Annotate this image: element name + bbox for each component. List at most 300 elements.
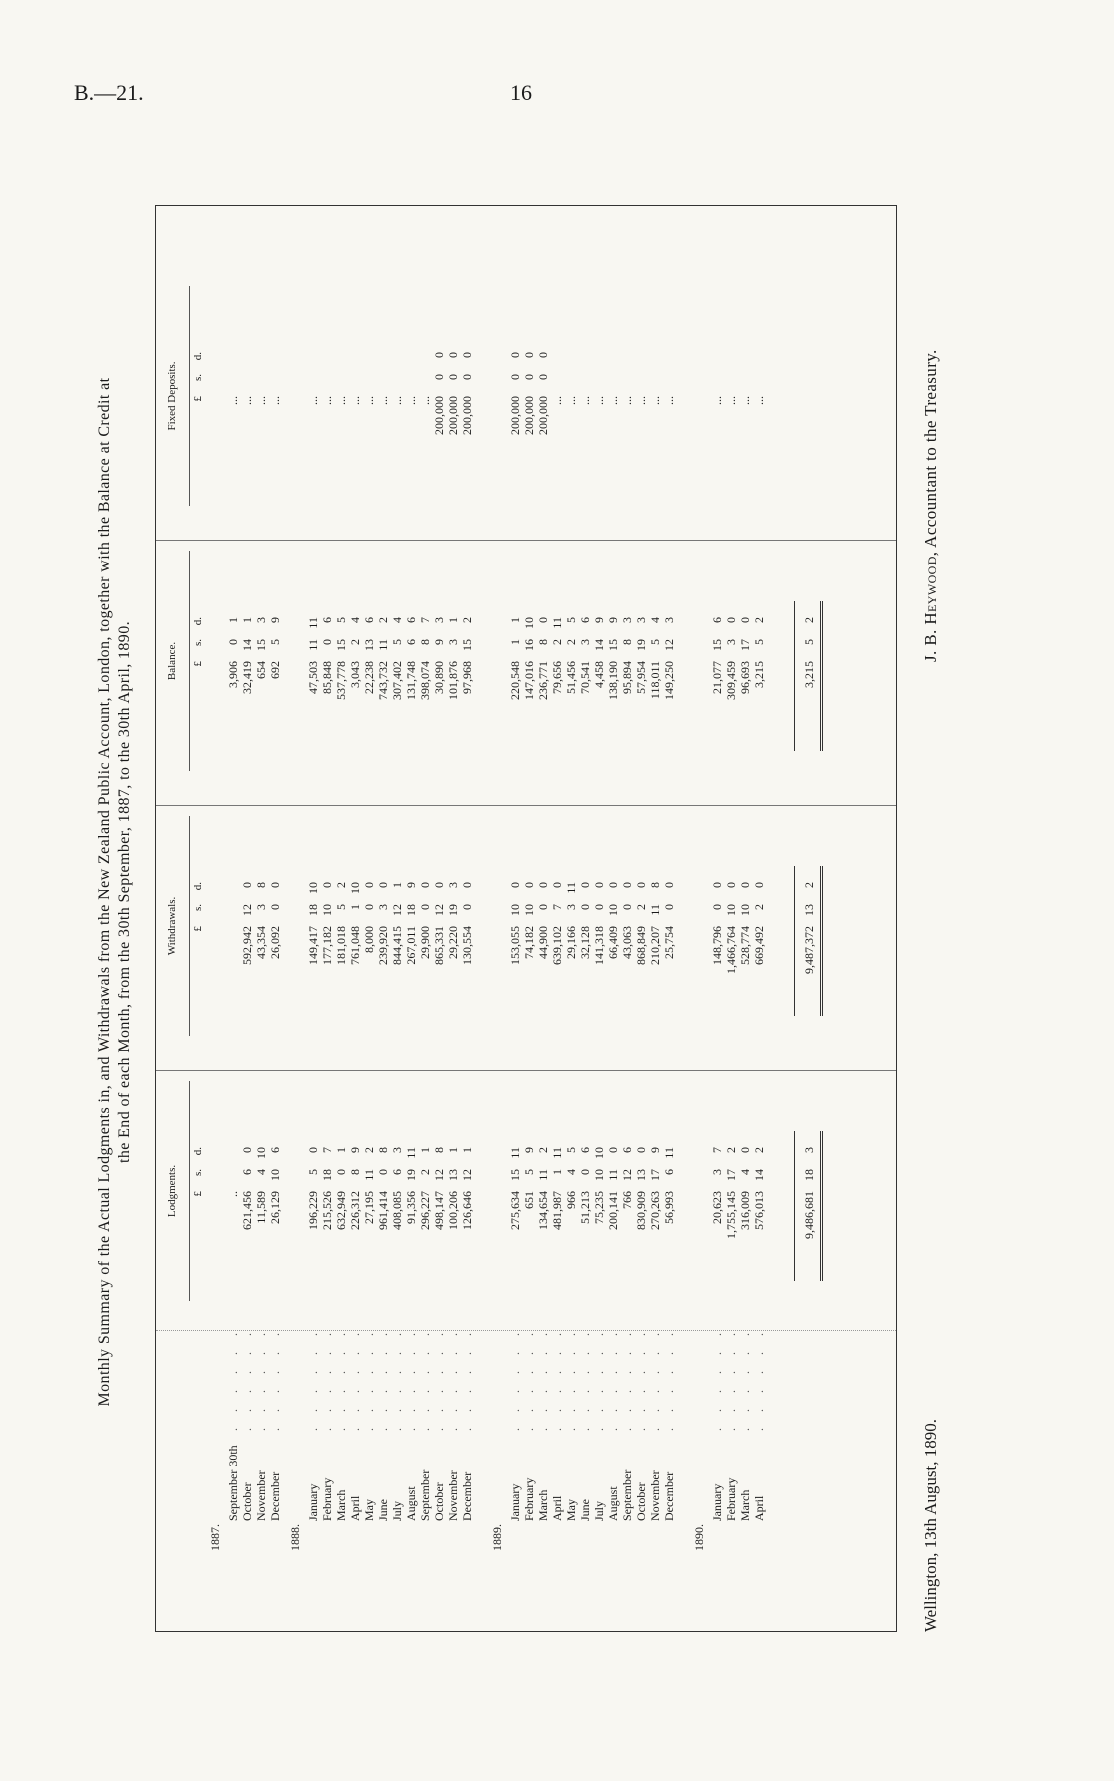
lodgment-amount [446,1147,460,1261]
leader-dots: ...... [348,1317,362,1431]
month-label: September 30th [226,1445,240,1521]
balance-amount-pounds: 70,541 [578,661,592,694]
total-lodgments-pence: 3 [802,1147,816,1153]
balance-amount-shillings: 15 [334,639,348,651]
fixed-deposit-amount [460,352,474,466]
withdrawal-amount [710,882,724,996]
withdrawal-amount [348,882,362,996]
unit-pounds: £ [192,396,204,402]
lodgment-amount-shillings: 2 [418,1169,432,1175]
lodgment-amount [306,1147,320,1261]
balance-amount-pounds: 309,459 [724,661,738,700]
lodgment-amount [710,1147,724,1261]
fixed-deposit-amount-pence: 0 [446,352,460,358]
leader-dots: ...... [536,1317,550,1431]
fixed-deposit-amount-pounds: 200,000 [432,396,446,435]
table-row [752,206,766,1631]
unit-pence: d. [192,882,204,891]
month-label: November [254,1470,268,1521]
fixed-deposit-amount [362,352,376,466]
balance-amount [578,617,592,731]
fixed-deposit-amount [348,352,362,466]
fixed-deposit-amount [376,352,390,466]
withdrawal-amount [536,882,550,996]
withdrawal-amount-pence: 0 [508,882,522,888]
table-row [432,206,446,1631]
table-row [268,206,282,1631]
lodgment-amount-shillings: 8 [348,1169,362,1175]
lodgment-amount-pence: 1 [460,1147,474,1153]
lodgment-amount-shillings: 19 [404,1169,418,1181]
fixed-deposit-amount [592,352,606,466]
lodgment-amount-pounds: 26,129 [268,1191,282,1224]
lodgment-amount-pence: 0 [606,1147,620,1153]
lodgment-amount-pounds: 296,227 [418,1191,432,1230]
lodgment-amount-pence: 0 [240,1147,254,1153]
balance-amount-shillings: 15 [254,639,268,651]
withdrawal-amount-pounds: 43,354 [254,926,268,959]
total-lodgments [802,1147,816,1261]
lodgment-amount [592,1147,606,1261]
balance-amount-shillings: 5 [268,639,282,645]
total-double-rule [820,1131,823,1281]
balance-amount-shillings: 12 [662,639,676,651]
balance-amount-pence: 5 [334,617,348,623]
withdrawal-amount-pounds: 210,207 [648,926,662,965]
balance-amount-pence: 0 [724,617,738,623]
lodgment-amount-pence: 11 [662,1147,676,1159]
balance-amount-shillings: 3 [724,639,738,645]
lodgment-amount-pounds: 200,141 [606,1191,620,1230]
fixed-deposit-amount-pounds: 200,000 [460,396,474,435]
withdrawal-amount-pence: 10 [306,882,320,894]
withdrawal-amount-pounds: 153,055 [508,926,522,965]
balance-amount-pounds: 692 [268,661,282,679]
leader-dots: ...... [460,1317,474,1431]
month-label: July [390,1500,404,1521]
withdrawal-amount [578,882,592,996]
balance-amount-shillings: 5 [752,639,766,645]
lodgment-amount [334,1147,348,1261]
withdrawal-amount [460,882,474,996]
table-row [710,206,724,1631]
withdrawal-amount-pence: 0 [550,882,564,888]
fixed-deposit-amount [320,352,334,466]
balance-amount-shillings: 16 [522,639,536,651]
withdrawal-amount-shillings: 0 [592,904,606,910]
year-heading: 1887. [208,1524,222,1551]
withdrawal-amount [634,882,648,996]
lodgment-amount-pence: 0 [306,1147,320,1153]
withdrawal-amount-shillings: 10 [522,904,536,916]
withdrawal-amount-pence: 10 [348,882,362,894]
total-withdrawals-pounds: 9,487,372 [802,926,816,974]
withdrawal-amount [592,882,606,996]
lodgment-amount-shillings: 12 [620,1169,634,1181]
unit-pence: d. [192,1147,204,1156]
withdrawal-amount-pence: 0 [752,882,766,888]
balance-amount-pounds: 4,458 [592,661,606,688]
balance-amount-pence: 3 [620,617,634,623]
lodgment-amount-pounds: 91,356 [404,1191,418,1224]
fixed-deposit-amount-pounds: ... [418,396,432,405]
unit-shillings: s. [192,374,204,382]
leader-dots: ...... [522,1317,536,1431]
lodgment-amount-pence: 9 [522,1147,536,1153]
balance-amount-pounds: 220,548 [508,661,522,700]
month-label: December [460,1471,474,1521]
month-label: October [634,1482,648,1521]
leader-dots: ...... [306,1317,320,1431]
units-with [192,882,204,996]
signature-line [921,349,941,662]
withdrawal-amount [240,882,254,996]
lodgment-amount-pence: 11 [550,1147,564,1159]
withdrawal-amount-pence: 0 [738,882,752,888]
balance-amount [648,617,662,731]
lodgment-amount [620,1147,634,1261]
title-line-1 [95,122,115,1662]
fixed-deposit-amount [578,352,592,466]
month-label: January [710,1483,724,1521]
balance-amount-pence: 3 [662,617,676,623]
withdrawal-amount-pence: 2 [334,882,348,888]
month-label: March [536,1489,550,1521]
balance-amount [226,617,240,731]
withdrawal-amount-pence: 11 [564,882,578,894]
lodgment-amount-pence: 11 [404,1147,418,1159]
leader-dots: ...... [606,1317,620,1431]
table-row [306,206,320,1631]
table-row [550,206,564,1631]
lodgment-amount-pounds: 51,213 [578,1191,592,1224]
balance-amount-pence: 3 [634,617,648,623]
fixed-deposit-amount-pounds: ... [226,396,240,405]
lodgment-amount-shillings: 18 [320,1169,334,1181]
lodgment-amount-shillings: 14 [752,1169,766,1181]
withdrawal-amount-pence: 0 [606,882,620,888]
withdrawal-amount-pence: 0 [522,882,536,888]
fixed-deposit-amount-pounds: ... [348,396,362,405]
balance-amount-pounds: 398,074 [418,661,432,700]
withdrawal-amount-pounds: 177,182 [320,926,334,965]
signature-initial: J. B. H [921,611,940,662]
title-line-1-text: Monthly Summary of the Actual Lodgments in, and Withdrawals from the New Zealand Public Account, London, together with the Balance at Credit at [96,377,113,1407]
lodgment-amount-pounds: 270,263 [648,1191,662,1230]
lodgment-amount-pounds: 75,235 [592,1191,606,1224]
leader-dots: ...... [738,1317,752,1431]
balance-amount-shillings: 2 [348,639,362,645]
balance-amount-shillings: 0 [320,639,334,645]
fixed-deposit-amount [662,352,676,466]
table-row [348,206,362,1631]
withdrawal-amount-shillings: 0 [536,904,550,910]
withdrawal-amount-pounds: 1,466,764 [724,926,738,974]
balance-amount-shillings: 6 [404,639,418,645]
balance-amount-pounds: 47,503 [306,661,320,694]
balance-amount [446,617,460,731]
unit-shillings: s. [192,1169,204,1177]
lodgment-amount [522,1147,536,1261]
year-heading: 1888. [288,1524,302,1551]
header-balance: Balance. [166,641,178,681]
balance-amount-pence: 4 [648,617,662,623]
year-heading: 1890. [692,1524,706,1551]
balance-amount [550,617,564,731]
fixed-deposit-amount-pounds: ... [634,396,648,405]
total-double-rule [820,866,823,1016]
balance-amount-pence: 9 [268,617,282,623]
leader-dots: ...... [752,1317,766,1431]
balance-amount [306,617,320,731]
balance-amount [240,617,254,731]
unit-shillings: s. [192,639,204,647]
header-rule [189,551,190,771]
lodgment-amount-shillings: 12 [432,1169,446,1181]
lodgment-amount-shillings: 13 [446,1169,460,1181]
lodgment-amount-pounds: 126,646 [460,1191,474,1230]
withdrawal-amount [752,882,766,996]
withdrawal-amount-shillings: 0 [710,904,724,910]
balance-amount-shillings: 0 [226,639,240,645]
balance-amount-pounds: 96,693 [738,661,752,694]
fixed-deposit-amount [620,352,634,466]
lodgment-amount-shillings: 0 [376,1169,390,1175]
lodgment-amount-pence: 1 [418,1147,432,1153]
fixed-deposit-amount-pence: 0 [536,352,550,358]
withdrawal-amount-pence: 0 [268,882,282,888]
lodgment-amount-pounds: 215,526 [320,1191,334,1230]
month-label: September [620,1469,634,1521]
unit-pence: d. [192,617,204,626]
fixed-deposit-amount [738,352,752,466]
balance-amount-shillings: 15 [710,639,724,651]
lodgment-amount-pounds: 27,195 [362,1191,376,1224]
lodgment-amount-pence: 7 [320,1147,334,1153]
balance-amount [362,617,376,731]
balance-amount [662,617,676,731]
leader-dots: ...... [254,1317,268,1431]
fixed-deposit-amount-pounds: ... [620,396,634,405]
table-row [362,206,376,1631]
withdrawal-amount-shillings: 2 [752,904,766,910]
rotated-table-sheet [95,122,1105,1662]
balance-amount-shillings: 2 [550,639,564,645]
fixed-deposit-amount-pounds: ... [362,396,376,405]
lodgment-amount-pence: 2 [724,1147,738,1153]
lodgment-amount-shillings: 0 [334,1169,348,1175]
balance-amount [254,617,268,731]
lodgment-amount [508,1147,522,1261]
withdrawal-amount-shillings: 0 [362,904,376,910]
balance-amount-pence: 9 [606,617,620,623]
withdrawal-amount-pounds: 868,849 [634,926,648,965]
balance-amount [536,617,550,731]
withdrawal-amount [320,882,334,996]
fixed-deposit-amount-pounds: 200,000 [446,396,460,435]
fixed-deposit-amount [536,352,550,466]
withdrawal-amount-pounds: 149,417 [306,926,320,965]
leader-dots: ...... [564,1317,578,1431]
lodgment-amount [752,1147,766,1261]
withdrawal-amount-shillings: 3 [254,904,268,910]
withdrawal-amount-pounds: 44,900 [536,926,550,959]
balance-amount-shillings: 3 [578,639,592,645]
total-lodgments-pounds: 9,486,681 [802,1191,816,1239]
leader-dots: ...... [508,1317,522,1431]
withdrawal-amount-pence: 1 [390,882,404,888]
unit-pounds: £ [192,661,204,667]
month-label: February [320,1477,334,1521]
withdrawal-amount-pence: 0 [578,882,592,888]
place-date: Wellington, 13th August, 1890. [921,1418,940,1632]
fixed-deposit-amount [334,352,348,466]
fixed-deposit-amount [564,352,578,466]
fixed-deposit-amount-pounds: ... [724,396,738,405]
fixed-deposit-amount-pence: 0 [508,352,522,358]
withdrawal-amount-pence: 0 [634,882,648,888]
leader-dots: ...... [724,1317,738,1431]
fixed-deposit-amount [254,352,268,466]
withdrawal-amount [390,882,404,996]
withdrawal-amount-shillings: 0 [268,904,282,910]
total-rule [794,866,795,1016]
withdrawal-amount-pounds: 639,102 [550,926,564,965]
table-row [738,206,752,1631]
lodgment-amount-shillings: 6 [240,1169,254,1175]
fixed-deposit-amount-pounds: ... [606,396,620,405]
balance-amount-shillings: 15 [606,639,620,651]
withdrawal-amount-pence: 9 [404,882,418,888]
lodgment-amount-pounds: 275,634 [508,1191,522,1230]
balance-amount [738,617,752,731]
balance-amount [752,617,766,731]
balance-amount [634,617,648,731]
table-row [620,206,634,1631]
summary-table [155,205,897,1632]
withdrawal-amount-shillings: 10 [508,904,522,916]
leader-dots: ...... [268,1317,282,1431]
lodgment-amount-pence: 2 [752,1147,766,1153]
balance-amount-pence: 2 [752,617,766,623]
leader-dots: ...... [362,1317,376,1431]
lodgment-amount [404,1147,418,1261]
lodgment-amount-pounds: 830,909 [634,1191,648,1230]
lodgment-amount-pence: 2 [536,1147,550,1153]
withdrawal-amount-shillings: 7 [550,904,564,910]
fixed-deposit-amount-pounds: ... [550,396,564,405]
lodgment-amount [648,1147,662,1261]
fixed-deposit-amount [306,352,320,466]
lodgment-amount-shillings: 5 [306,1169,320,1175]
withdrawal-amount-pence: 0 [240,882,254,888]
balance-amount-pence: 6 [578,617,592,623]
lodgment-amount [362,1147,376,1261]
month-label: April [752,1495,766,1521]
lodgment-amount-shillings: 11 [362,1169,376,1181]
withdrawal-amount-pounds: 239,920 [376,926,390,965]
lodgment-amount-pounds: 1,755,145 [724,1191,738,1239]
table-row [390,206,404,1631]
balance-amount [390,617,404,731]
month-label: April [348,1495,362,1521]
balance-amount [724,617,738,731]
lodgment-amount-pounds: 134,654 [536,1191,550,1230]
withdrawal-amount-shillings: 18 [404,904,418,916]
balance-amount-pounds: 51,456 [564,661,578,694]
lodgment-amount [550,1147,564,1261]
withdrawal-amount [606,882,620,996]
balance-amount-pounds: 85,848 [320,661,334,694]
fixed-deposit-amount-pence: 0 [522,352,536,358]
balance-amount-shillings: 2 [564,639,578,645]
table-row [634,206,648,1631]
withdrawal-amount-pounds: 8,000 [362,926,376,953]
lodgment-amount-pence: 6 [268,1147,282,1153]
balance-amount-pounds: 30,890 [432,661,446,694]
lodgment-amount [240,1147,254,1261]
total-withdrawals-shillings: 13 [802,904,816,916]
fixed-deposit-amount [404,352,418,466]
lodgment-amount [376,1147,390,1261]
withdrawal-amount-shillings: 0 [460,904,474,910]
withdrawal-amount-pence: 0 [536,882,550,888]
withdrawal-amount-pounds: 29,166 [564,926,578,959]
balance-amount [564,617,578,731]
withdrawal-amount-pounds: 26,092 [268,926,282,959]
month-label: January [306,1483,320,1521]
lodgment-amount-pounds: 651 [522,1191,536,1209]
balance-amount-pence: 11 [306,617,320,629]
leader-dots: ...... [648,1317,662,1431]
leader-dots: ...... [710,1317,724,1431]
signature-rest: eywood [921,556,940,612]
balance-amount-shillings: 9 [432,639,446,645]
fixed-deposit-amount-pounds: ... [390,396,404,405]
balance-amount-pence: 6 [710,617,724,623]
fixed-deposit-amount [606,352,620,466]
lodgment-amount-pounds: 576,013 [752,1191,766,1230]
month-label: January [508,1483,522,1521]
withdrawal-amount-pence: 0 [320,882,334,888]
balance-amount-pence: 0 [536,617,550,623]
header-rule [189,816,190,1036]
balance-amount-pence: 0 [738,617,752,623]
balance-amount-pounds: 138,190 [606,661,620,700]
balance-amount-pence: 5 [564,617,578,623]
withdrawal-amount-pence: 0 [362,882,376,888]
month-label: September [418,1469,432,1521]
leader-dots: ...... [446,1317,460,1431]
balance-amount-pence: 7 [418,617,432,623]
lodgment-amount [432,1147,446,1261]
fixed-deposit-amount-pounds: ... [564,396,578,405]
signature-tail: , Accountant to the Treasury. [921,349,940,557]
lodgment-amount-pence: 6 [620,1147,634,1153]
units-bal [192,617,204,731]
leader-dots: ...... [620,1317,634,1431]
title-line-2: the End of each Month, from the 30th September, 1887, to the 30th April, 1890. [116,620,133,1164]
withdrawal-amount [306,882,320,996]
balance-amount-pounds: 3,215 [752,661,766,688]
month-label: December [268,1471,282,1521]
withdrawal-amount-pounds: 267,011 [404,926,418,965]
lodgment-amount [320,1147,334,1261]
balance-amount-pounds: 131,748 [404,661,418,700]
lodgment-amount-pounds: .. [226,1191,240,1197]
table-row [320,206,334,1631]
table-row [564,206,578,1631]
